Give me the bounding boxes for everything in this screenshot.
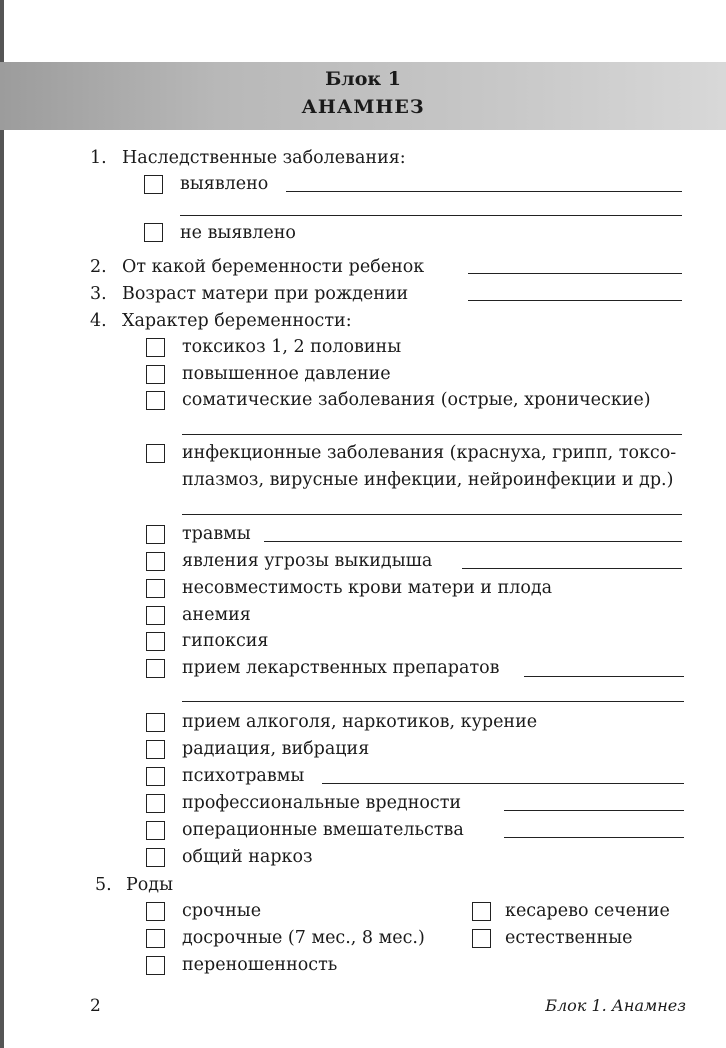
- q1-detected-label: выявлено: [180, 174, 269, 194]
- q4-option-checkbox[interactable]: [146, 338, 165, 357]
- q4-option-label-continued: плазмоз, вирусные инфекции, нейроинфекции и др.): [182, 470, 674, 490]
- q4-occupational-line[interactable]: [504, 810, 684, 811]
- q5-option-label: кесарево сечение: [505, 901, 670, 921]
- q4-somatic-line[interactable]: [182, 434, 682, 435]
- q4-option-label: прием алкоголя, наркотиков, курение: [182, 712, 538, 732]
- q4-option-checkbox[interactable]: [146, 740, 165, 759]
- q1-label: Наследственные заболевания:: [122, 148, 406, 168]
- q4-option-label: явления угрозы выкидыша: [182, 551, 433, 571]
- q4-option-checkbox[interactable]: [146, 794, 165, 813]
- q1-detected-checkbox[interactable]: [144, 175, 163, 194]
- q4-option-label: соматические заболевания (острые, хронические): [182, 390, 651, 410]
- q4-label: Характер беременности:: [122, 311, 352, 331]
- q4-option-checkbox[interactable]: [146, 848, 165, 867]
- q2-label: От какой беременности ребенок: [122, 257, 425, 277]
- q4-option-label: инфекционные заболевания (краснуха, грипп, токсо-: [182, 443, 677, 463]
- q4-option-checkbox[interactable]: [146, 606, 165, 625]
- q1-not-detected-checkbox[interactable]: [144, 223, 163, 242]
- q4-option-label: анемия: [182, 605, 251, 625]
- block-title: АНАМНЕЗ: [301, 96, 425, 118]
- q4-option-label: повышенное давление: [182, 364, 391, 384]
- q4-option-checkbox[interactable]: [146, 579, 165, 598]
- q4-option-checkbox[interactable]: [146, 659, 165, 678]
- q4-trauma-line[interactable]: [264, 541, 682, 542]
- q4-option-checkbox[interactable]: [146, 525, 165, 544]
- q4-infection-line[interactable]: [182, 514, 682, 515]
- q4-option-checkbox[interactable]: [146, 444, 165, 463]
- q4-medication-line[interactable]: [524, 676, 684, 677]
- q4-option-label: несовместимость крови матери и плода: [182, 578, 553, 598]
- q4-option-label: токсикоз 1, 2 половины: [182, 337, 402, 357]
- q5-label: Роды: [126, 875, 174, 895]
- q4-option-checkbox[interactable]: [146, 821, 165, 840]
- q4-option-label: общий наркоз: [182, 847, 313, 867]
- q4-option-checkbox[interactable]: [146, 632, 165, 651]
- q4-option-label: психотравмы: [182, 766, 305, 786]
- q4-surgery-line[interactable]: [504, 837, 684, 838]
- q5-option-checkbox[interactable]: [472, 902, 491, 921]
- block-number: Блок 1: [325, 68, 401, 90]
- q4-option-checkbox[interactable]: [146, 767, 165, 786]
- block-header-banner: [0, 62, 726, 130]
- page-number: 2: [90, 996, 101, 1016]
- q4-option-checkbox[interactable]: [146, 713, 165, 732]
- q4-option-label: операционные вмешательства: [182, 820, 464, 840]
- q1-not-detected-label: не выявлено: [180, 223, 296, 243]
- running-title: Блок 1. Анамнез: [545, 996, 686, 1015]
- q4-option-label: прием лекарственных препаратов: [182, 658, 500, 678]
- q5-number: 5.: [95, 875, 112, 895]
- q1-number: 1.: [90, 148, 107, 168]
- q4-option-label: радиация, вибрация: [182, 739, 370, 759]
- q5-option-label: естественные: [505, 928, 633, 948]
- q1-detected-line-2[interactable]: [180, 215, 682, 216]
- q5-option-checkbox[interactable]: [146, 902, 165, 921]
- q4-number: 4.: [90, 311, 107, 331]
- q3-number: 3.: [90, 284, 107, 304]
- q4-option-label: гипоксия: [182, 631, 269, 651]
- q4-option-label: профессиональные вредности: [182, 793, 462, 813]
- q2-answer-line[interactable]: [468, 273, 682, 274]
- q4-option-checkbox[interactable]: [146, 365, 165, 384]
- q3-label: Возраст матери при рождении: [122, 284, 409, 304]
- q4-medication-line-2[interactable]: [182, 701, 684, 702]
- q5-option-label: досрочные (7 мес., 8 мес.): [182, 928, 425, 948]
- q3-answer-line[interactable]: [468, 300, 682, 301]
- q4-option-checkbox[interactable]: [146, 391, 165, 410]
- q5-option-checkbox[interactable]: [146, 929, 165, 948]
- page-edge: [0, 0, 4, 1048]
- q4-psychotrauma-line[interactable]: [322, 783, 684, 784]
- q5-option-label: переношенность: [182, 955, 338, 975]
- q5-option-checkbox[interactable]: [146, 956, 165, 975]
- q1-detected-line[interactable]: [286, 191, 682, 192]
- q4-option-label: травмы: [182, 524, 251, 544]
- q2-number: 2.: [90, 257, 107, 277]
- q5-option-label: срочные: [182, 901, 262, 921]
- q4-miscarriage-line[interactable]: [462, 568, 682, 569]
- q4-option-checkbox[interactable]: [146, 552, 165, 571]
- q5-option-checkbox[interactable]: [472, 929, 491, 948]
